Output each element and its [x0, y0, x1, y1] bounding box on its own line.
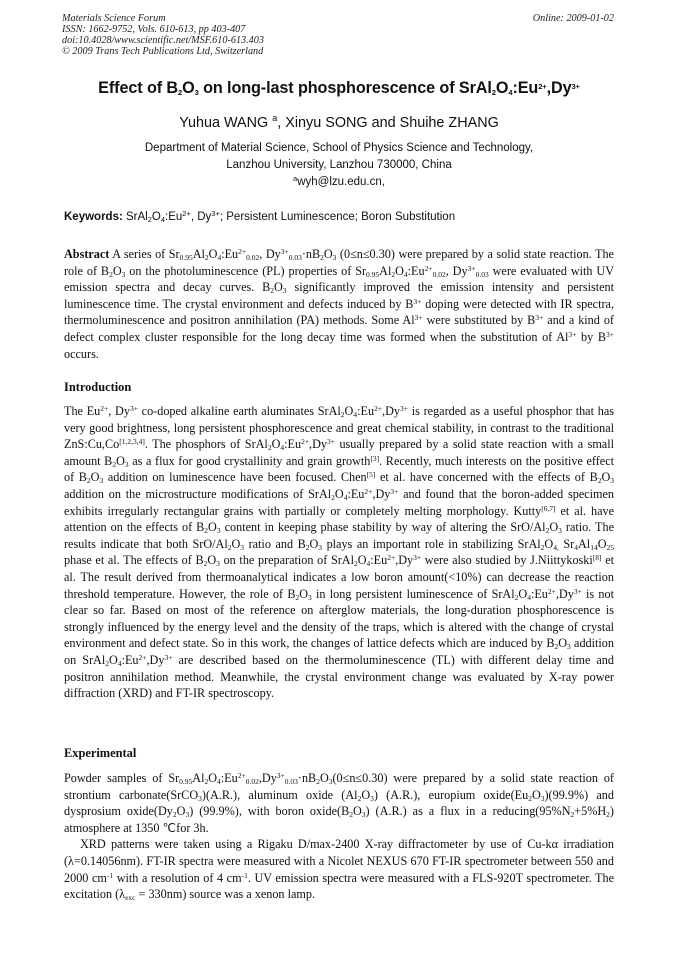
section-heading-experimental: Experimental	[64, 746, 137, 760]
affiliation: Department of Material Science, School of Physics Science and Technology, Lanzhou University, Lanzhou 730000, China	[144, 142, 534, 171]
journal-header	[62, 13, 264, 57]
journal-name: Materials Science Forum	[62, 13, 166, 24]
experimental-section	[64, 770, 614, 903]
section-heading-introduction: Introduction	[64, 380, 132, 394]
online-date: Online: 2009-01-02	[532, 13, 614, 24]
paper-title: Effect of $B_2O_3$ on long-last phosphorescence of $SrAl_2O_4:Eu^{2+},Dy^{3+}$	[98, 79, 580, 97]
abstract: Abstract A series of $Sr_{0.95}Al_2O_4:Eu^{2+}_{0.02}$, $Dy^{3+}_{0.03}\cdot nB_2O_3$ (0≤n≤0.30) were prepared by a solid state reaction. The role of $B_2O_3$ on the photoluminescence (PL) properties of $Sr_{0.95}Al_2O_4:Eu^{2+}_{0.02}$, $Dy^{3+}_{0.03}$ were evaluated with UV emission spectra and decay curves. $B_2O_3$ significantly improved the emission intensity and persistent luminescence time. The crystal environment and defects induced by $B^{3+}$ doping were detected with IR spectra, thermoluminescence and positron annihilation (PA) methods. Some $Al^{3+}$ were substituted by $B^{3+}$ and a kind of defect complex cluster responsible for the long decay time was formed when the substitution of $Al^{3+}$ by $B^{3+}$ occurs.	[64, 247, 615, 361]
copyright-line: © 2009 Trans Tech Publications Ltd, Switzerland	[62, 46, 264, 57]
keywords: Keywords: $SrAl_2O_4:Eu^{2+}$, $Dy^{3+}$; Persistent Luminescence; Boron Substitution	[64, 209, 456, 224]
doi-line: doi:10.4028/www.scientific.net/MSF.610-613.403	[62, 35, 264, 46]
issn-line: ISSN: 1662-9752, Vols. 610-613, pp 403-407	[62, 24, 246, 35]
author-list: Yuhua WANG $^a$, Xinyu SONG and Shuihe ZHANG	[179, 113, 499, 131]
experimental-paragraph-2: XRD patterns were taken using a Rigaku D/max-2400 X-ray diffractometer by use of Cu-kα irradiation (λ=0.14056nm). FT-IR spectra were measured with a Nicolet NEXUS 670 FT-IR spectrometer between 550 and 2000 $cm^{-1}$ with a resolution of 4 $cm^{-1}$. UV emission spectra were measured with a FLS-920T spectrometer. The excitation $(\lambda_{exc} = 330nm)$ source was a xenon lamp.	[64, 837, 614, 903]
author-email: $^a$wyh@lzu.edu.cn,	[293, 174, 385, 188]
experimental-paragraph-1: Powder samples of $Sr_{0.95}Al_2O_4:Eu^{2+}_{0.02},Dy^{3+}_{0.03}\cdot nB_2O_3(0\le n\le 0.30)$ were prepared by a solid state reaction of strontium carbonate(SrCO$_3$)(A.R.), aluminum oxide $(Al_2O_3)$ (A.R.), europium $oxide(Eu_2O_3)(99.9\%)$ and dysprosium $oxide(Dy_2O_3)$ (99.9%), with boron $oxide(B_2O_3)$ (A.R.) as a flux in a $reducing(95\%N_2+5\%H_2)$ atmosphere at 1350 ℃for 3h.	[64, 771, 614, 835]
introduction-paragraph: The $Eu^{2+}$, $Dy^{3+}$ co-doped alkaline earth aluminates $SrAl_2O_4:Eu^{2+},Dy^{3+}$ is regarded as a useful phosphor that has very good brightness, long persistent phosphorescence and great chemical stability, in contrast to the traditional ZnS:Cu,Co[1,2,3,4]. The phosphors of $SrAl_2O_4:Eu^{2+},Dy^{3+}$ usually prepared by a solid state reaction with a small amount $B_2O_3$ as a flux for good crystallinity and grain growth[3]. Recently, much interests on the positive effect of $B_2O_3$ addition on luminescence have been focused. Chen[5] et al. have concerned with the effects of $B_2O_3$ addition on the microstructure modifications of $SrAl_2O_4:Eu^{2+},Dy^{3+}$ and found that the boron-added specimen exhibits irregularly rectangular grains with partially or completely melting morphology. Kutty[6,7] et al. have attention on the effects of $B_2O_3$ content in keeping phase stability by way of altering the SrO/$Al_2O_3$ ratio. The results indicate that both SrO/$Al_2O_3$ ratio and $B_2O_3$ plays an important role in stabilizing $SrAl_2O_{4,}$ $Sr_4Al_{14}O_{25}$ phase et al. The effects of $B_2O_3$ on the preparation of $SrAl_2O_4:Eu^{2+},Dy^{3+}$ were also studied by J.Niittykoski[8] et al. The result derived from thermoanalytical indicates a low boron amount(<10%) can decrease the reaction threshold temperature. However, the role of $B_2O_3$ in long persistent luminescence of $SrAl_2O_4:Eu^{2+},Dy^{3+}$ is not clear so far. Based on most of the reference on afterglow materials, the long-duration phosphorescence is strongly influenced by the energy level and the density of the traps, which is altered with the change of crystal environment and defect state. So in this work, the changes of lattice defects which are induced by $B_2O_3$ addition on $SrAl_2O_4:Eu^{2+},Dy^{3+}$ are described based on the thermoluminescence (TL) with different delay time and positron annihilation method. Meanwhile, the crystal environment change was evaluated by X-ray power diffraction (XRD) and FT-IR spectroscopy.	[64, 404, 615, 701]
